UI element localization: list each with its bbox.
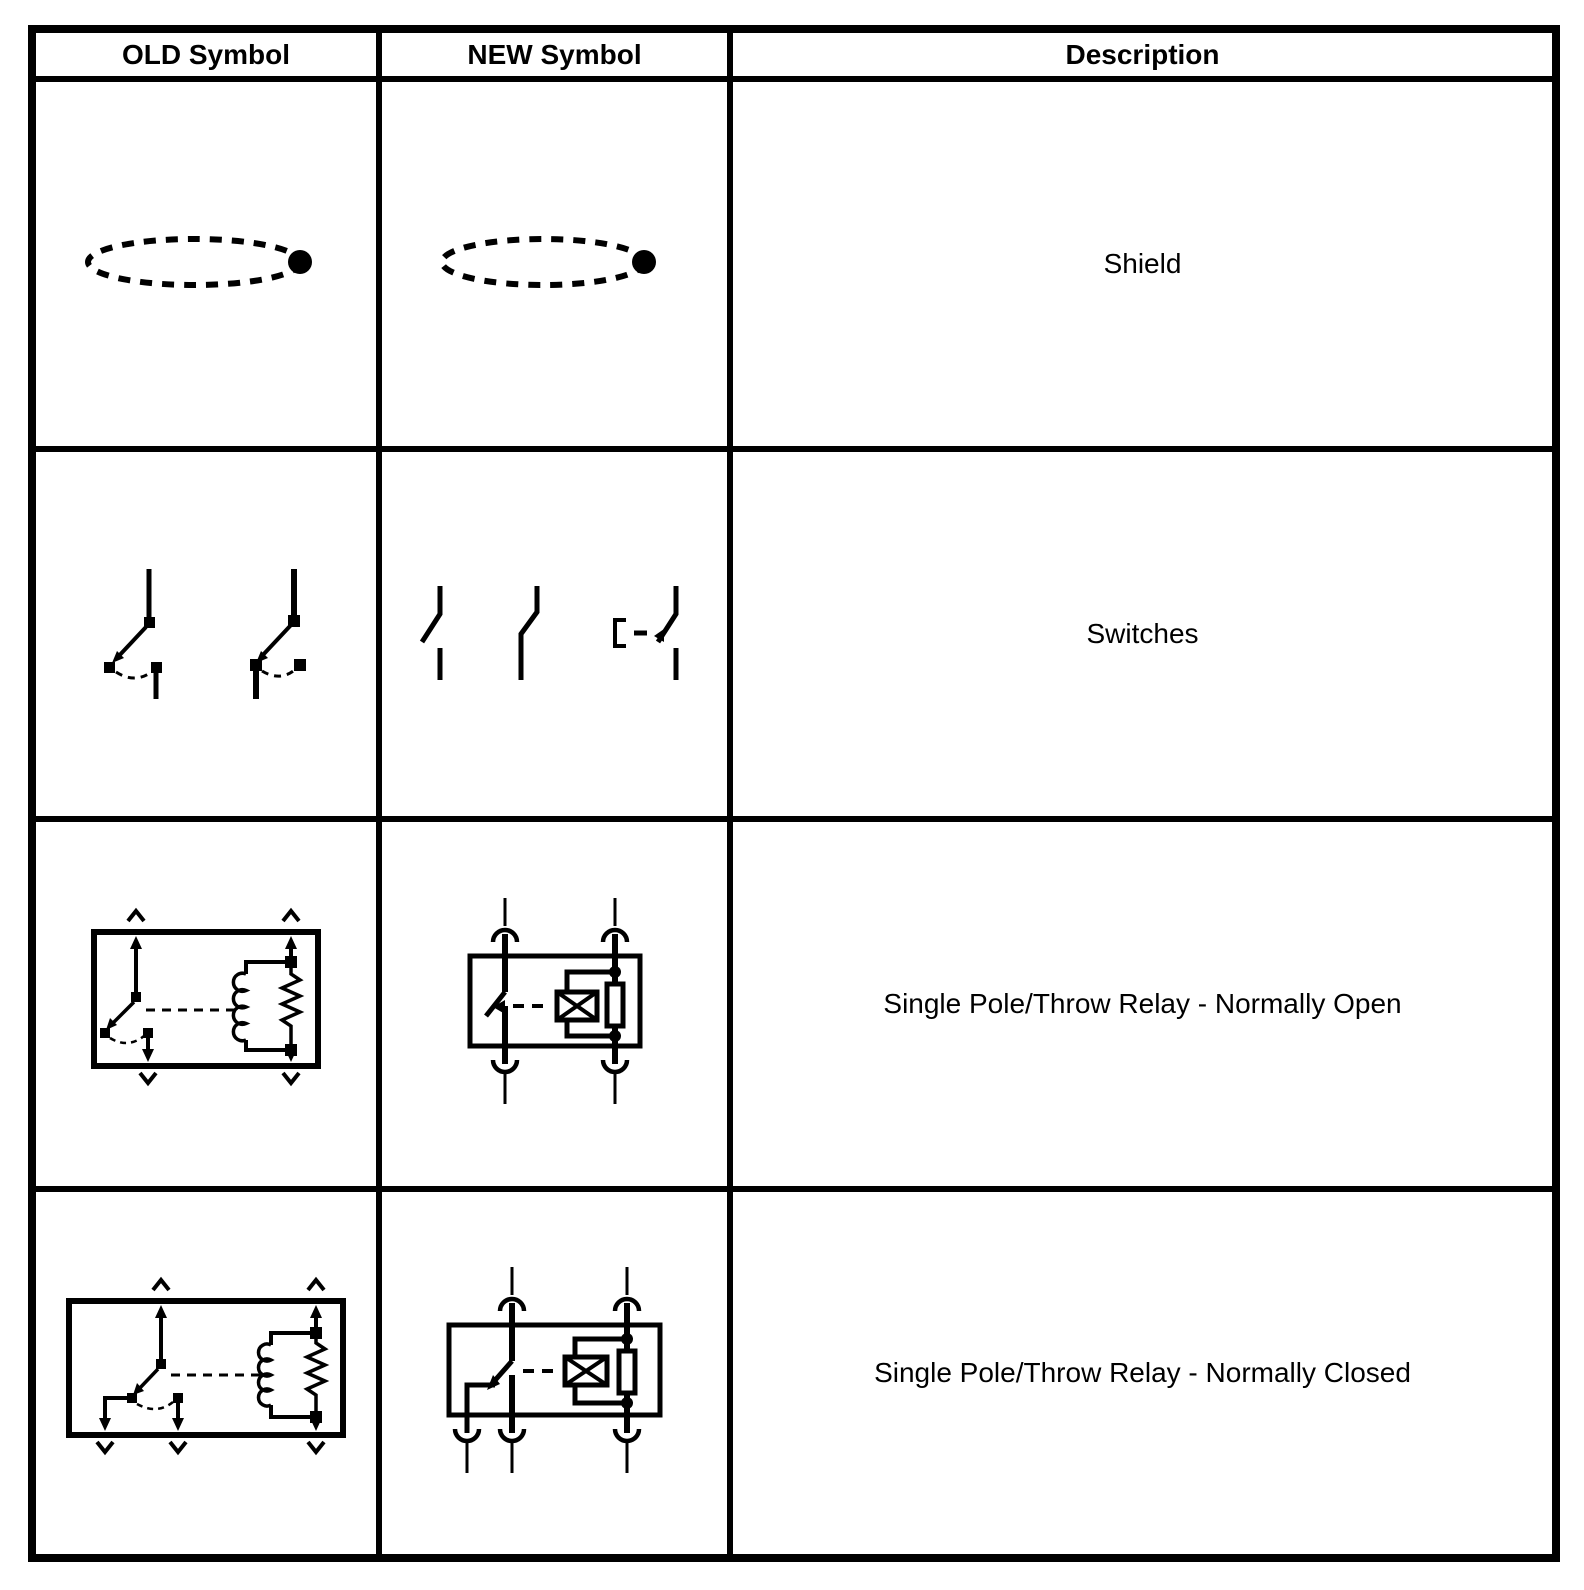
table-row-relay-nc bbox=[32, 1189, 1556, 1558]
header-old-symbol: OLD Symbol bbox=[32, 29, 379, 79]
header-row bbox=[32, 29, 1556, 79]
old-switch-normally-closed-icon bbox=[234, 567, 319, 702]
new-switch-normally-open-icon bbox=[412, 584, 457, 684]
description-cell: Single Pole/Throw Relay - Normally Closed bbox=[730, 1189, 1556, 1558]
description-cell: Single Pole/Throw Relay - Normally Open bbox=[730, 819, 1556, 1189]
new-symbol-cell bbox=[379, 819, 730, 1189]
new-symbol-cell bbox=[379, 79, 730, 449]
new-symbol-cell bbox=[379, 1189, 730, 1558]
new-switch-normally-closed-icon bbox=[507, 584, 552, 684]
description-cell: Shield bbox=[730, 79, 1556, 449]
old-style-relay-normally-open-icon bbox=[86, 904, 326, 1099]
new-symbol-cell bbox=[379, 449, 730, 819]
new-style-relay-normally-open-icon bbox=[455, 894, 655, 1109]
shield-dashed-ellipse-icon bbox=[435, 214, 675, 310]
new-style-relay-normally-closed-icon bbox=[437, 1263, 672, 1478]
new-style-switch-contacts-icon bbox=[382, 584, 727, 684]
symbol-comparison-table bbox=[28, 25, 1560, 1562]
old-symbol-cell bbox=[32, 1189, 379, 1558]
old-style-relay-normally-closed-icon bbox=[61, 1273, 351, 1468]
table-row-switches bbox=[32, 449, 1556, 819]
old-symbol-cell bbox=[32, 449, 379, 819]
old-symbol-cell bbox=[32, 79, 379, 449]
old-style-switch-contacts-icon bbox=[36, 567, 376, 702]
table-row-shield bbox=[32, 79, 1556, 449]
description-cell: Switches bbox=[730, 449, 1556, 819]
header-description: Description bbox=[730, 29, 1556, 79]
table-row-relay-no bbox=[32, 819, 1556, 1189]
shield-dashed-ellipse-icon bbox=[80, 214, 332, 310]
header-new-symbol: NEW Symbol bbox=[379, 29, 730, 79]
new-switch-with-actuator-icon bbox=[602, 584, 697, 684]
old-switch-normally-open-icon bbox=[94, 567, 179, 702]
old-symbol-cell bbox=[32, 819, 379, 1189]
